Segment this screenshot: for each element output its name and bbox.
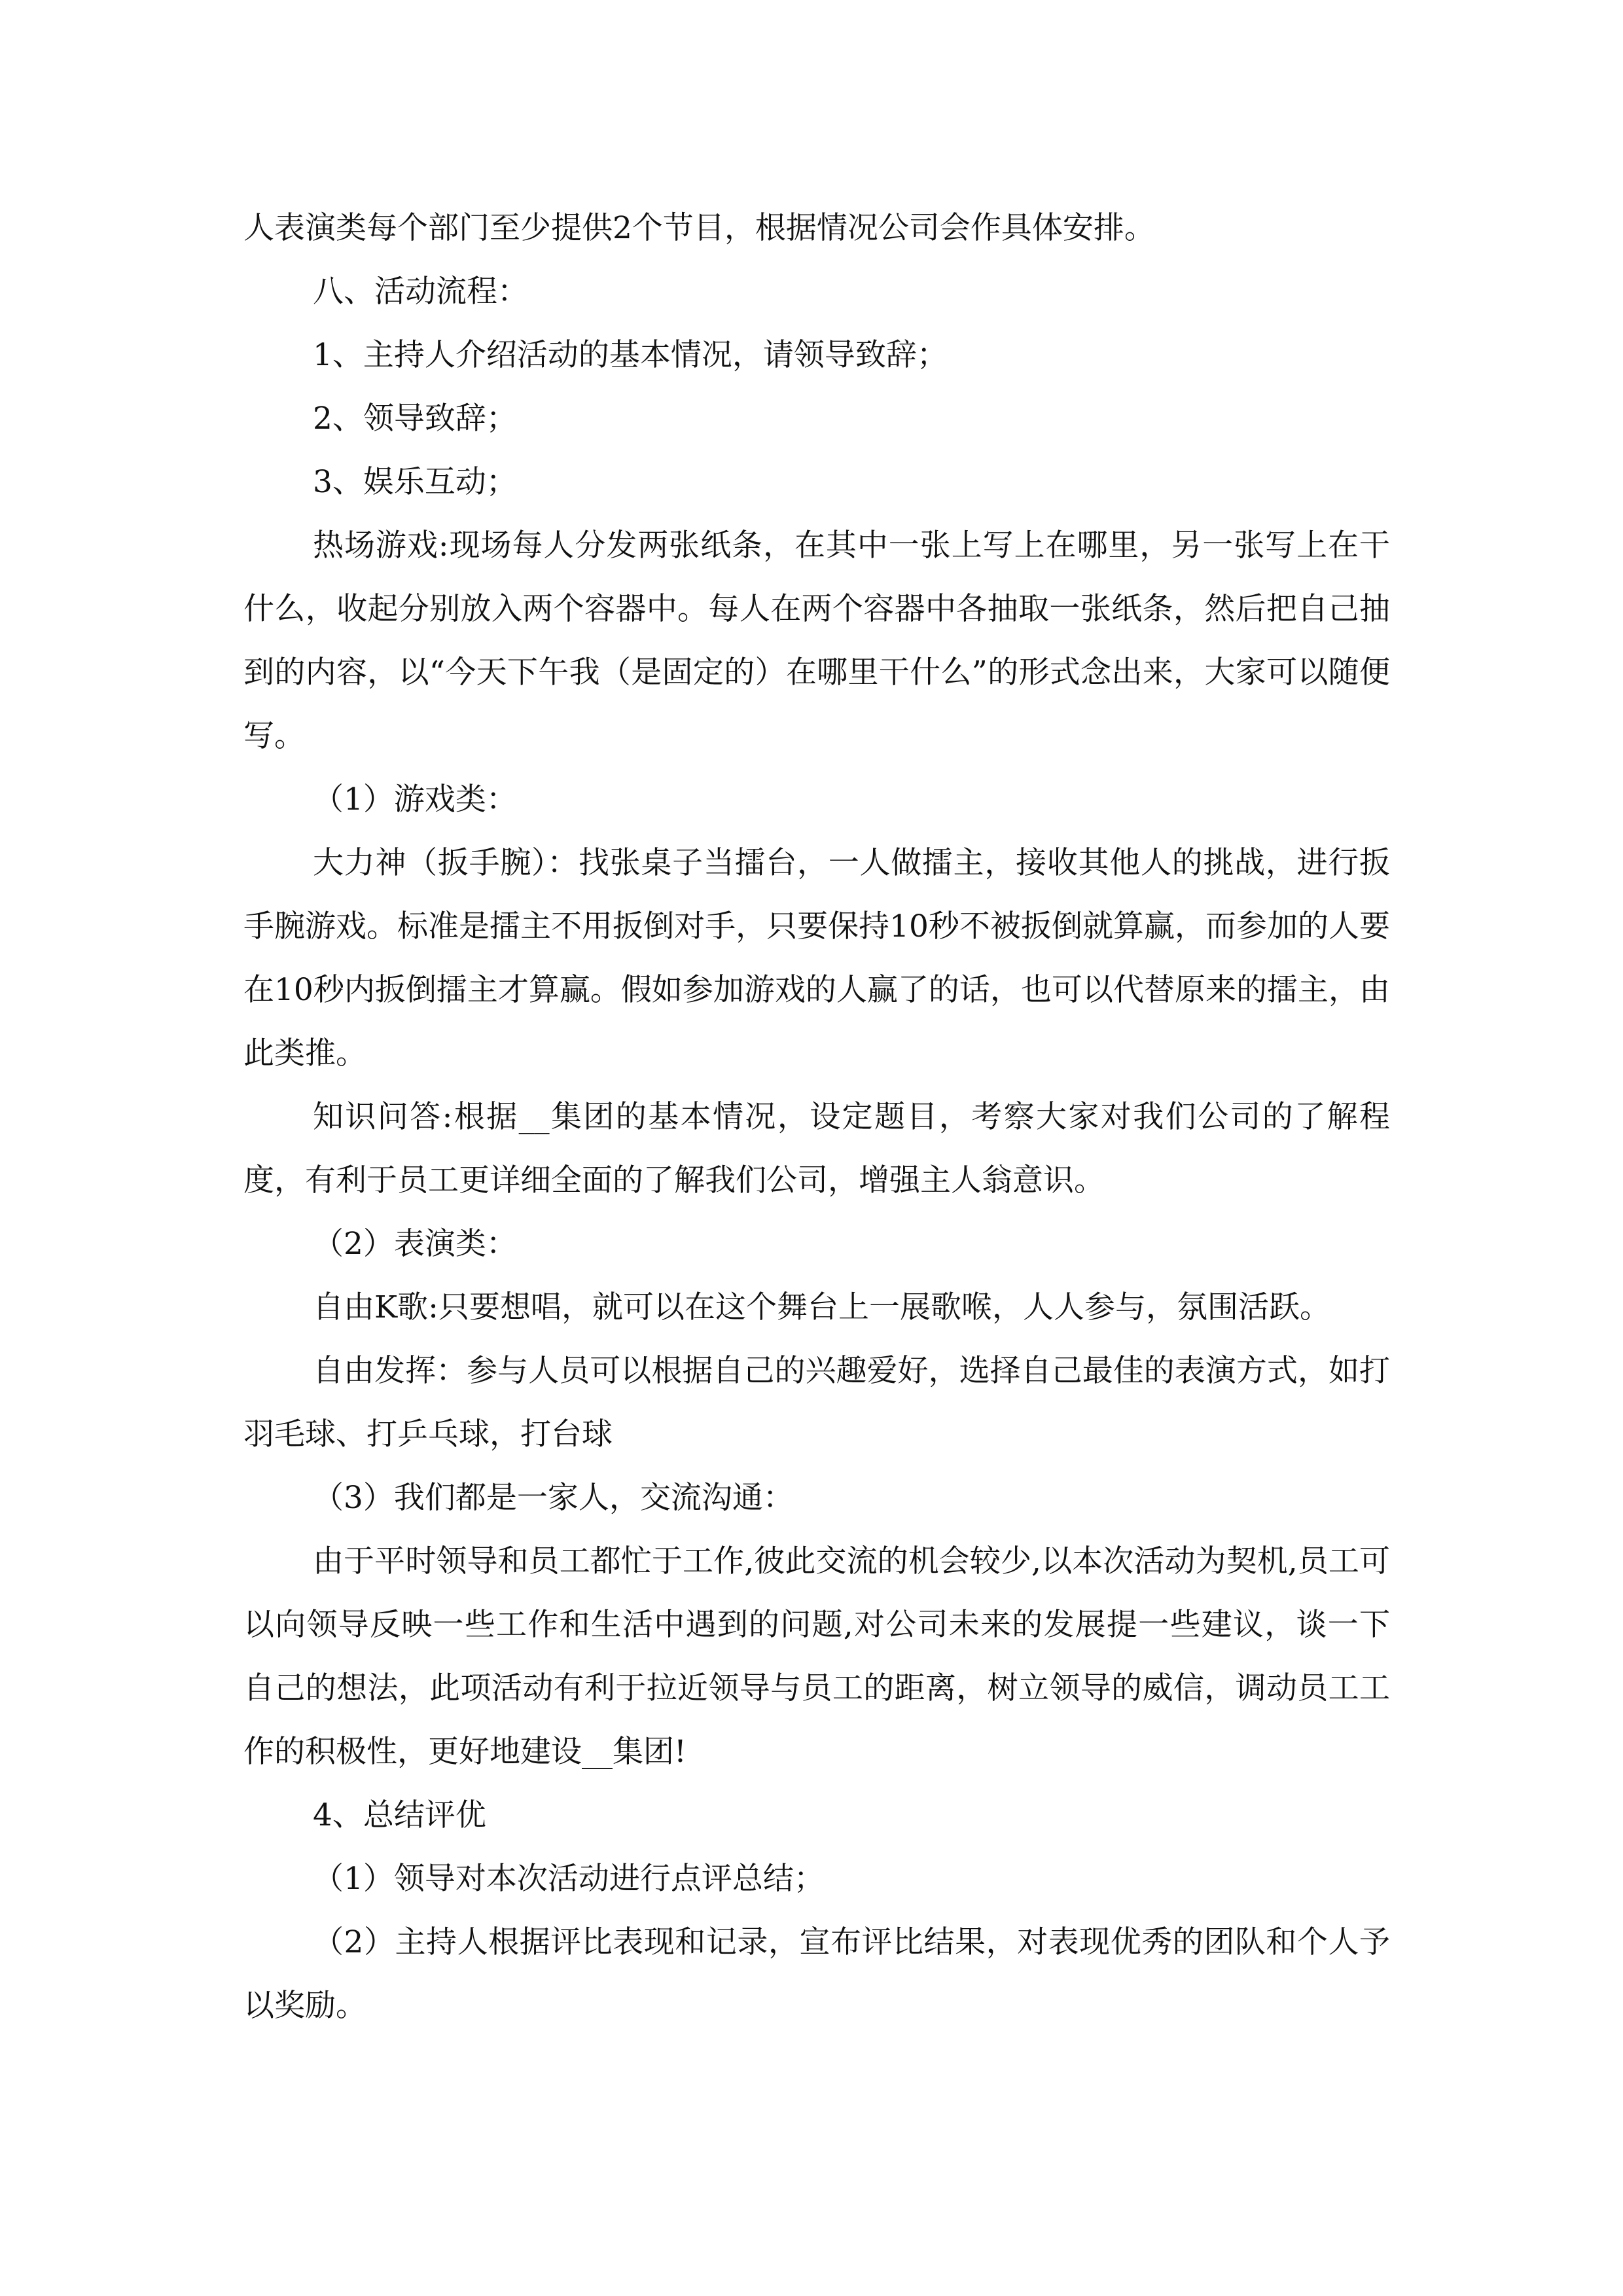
paragraph-karaoke: 自由K歌:只要想唱，就可以在这个舞台上一展歌喉，人人参与，氛围活跃。 xyxy=(313,1289,1330,1325)
step-summary: 4、总结评优 xyxy=(313,1797,486,1833)
paragraph-warmup-game: 热场游戏:现场每人分发两张纸条，在其中一张上写上在哪里，另一张写上在干什么，收起分别放入两个容器中。每人在两个容器中各抽取一张纸条，然后把自己抽到的内容，以“今天下午我（是固定的）在哪里干什么”的形式念出来，大家可以随便写。 xyxy=(243,528,1390,754)
paragraph-communication: 由于平时领导和员工都忙于工作,彼此交流的机会较少,以本次活动为契机,员工可以向领导反映一些工作和生活中遇到的问题,对公司未来的发展提一些建议，谈一下自己的想法，此项活动有利于拉近领导与员工的距离，树立领导的威信，调动员工工作的积极性，更好地建设__集团! xyxy=(243,1543,1390,1770)
paragraph-free-performance: 自由发挥：参与人员可以根据自己的兴趣爱好，选择自己最佳的表演方式，如打羽毛球、打乒乓球，打台球 xyxy=(243,1353,1390,1452)
paragraph-awards: （2）主持人根据评比表现和记录，宣布评比结果，对表现优秀的团队和个人予以奖励。 xyxy=(243,1924,1390,2024)
step-host-intro: 1、主持人介绍活动的基本情况，请领导致辞； xyxy=(313,337,948,373)
document-body xyxy=(243,196,1390,2037)
step-entertainment: 3、娱乐互动； xyxy=(313,464,517,500)
paragraph-quiz: 知识问答:根据__集团的基本情况，设定题目，考察大家对我们公司的了解程度，有利于员工更详细全面的了解我们公司，增强主人翁意识。 xyxy=(243,1099,1390,1198)
paragraph-leader-review: （1）领导对本次活动进行点评总结； xyxy=(313,1861,825,1897)
subheading-performances: （2）表演类： xyxy=(313,1226,517,1262)
subheading-games: （1）游戏类： xyxy=(313,781,517,817)
heading-activity-flow: 八、活动流程： xyxy=(313,274,528,310)
paragraph-arm-wrestling: 大力神（扳手腕）：找张桌子当擂台，一人做擂主，接收其他人的挑战，进行扳手腕游戏。标准是擂主不用扳倒对手，只要保持10秒不被扳倒就算赢，而参加的人要在10秒内扳倒擂主才算赢。假如参加游戏的人赢了的话，也可以代替原来的擂主，由此类推。 xyxy=(243,845,1390,1071)
paragraph-performance-intro: 人表演类每个部门至少提供2个节目，根据情况公司会作具体安排。 xyxy=(243,210,1155,246)
subheading-communication: （3）我们都是一家人，交流沟通： xyxy=(313,1480,794,1516)
step-leader-speech: 2、领导致辞； xyxy=(313,401,517,437)
